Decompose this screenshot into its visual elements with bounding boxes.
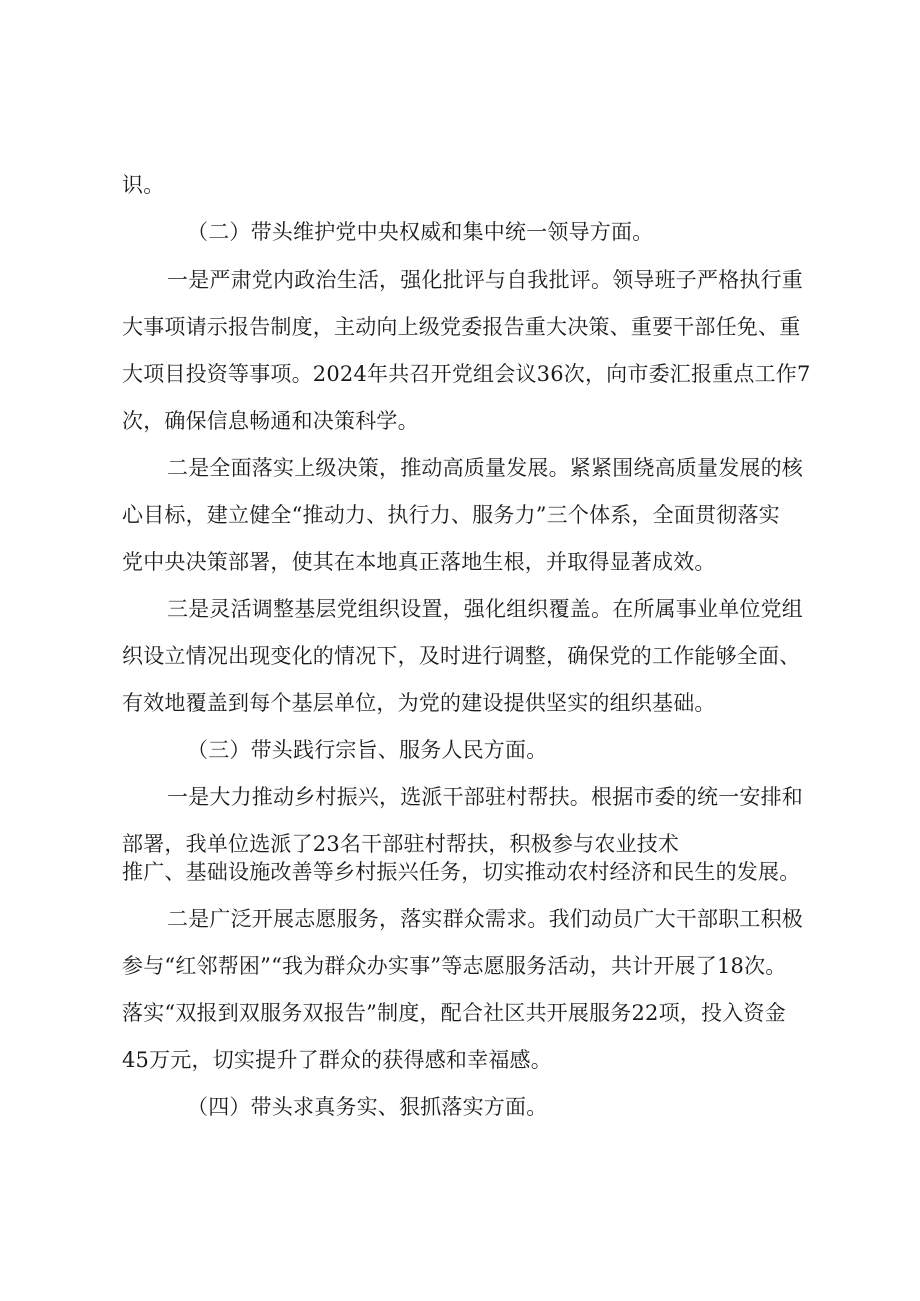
- text-line: 一是大力推动乡村振兴，选派干部驻村帮扶。根据市委的统一安排和: [167, 785, 803, 809]
- section-heading: （二）带头维护党中央权威和集中统一领导方面。: [187, 220, 654, 244]
- text-line: 心目标，建立健全“推动力、执行力、服务力”三个体系，全面贯彻落实: [122, 503, 780, 527]
- text-line: 一是严肃党内政治生活，强化批评与自我批评。领导班子严格执行重: [167, 268, 803, 292]
- text-line: 大项目投资等事项。2024年共召开党组会议36次，向市委汇报重点工作7: [122, 362, 811, 386]
- text-line: 二是全面落实上级决策，推动高质量发展。紧紧围绕高质量发展的核: [167, 456, 803, 480]
- text-line: 识。: [122, 173, 165, 197]
- text-line: 有效地覆盖到每个基层单位，为党的建设提供坚实的组织基础。: [122, 691, 716, 715]
- text-line: 部署，我单位选派了23名干部驻村帮扶，积极参与农业技术: [122, 832, 680, 856]
- section-heading: （三）带头践行宗旨、服务人民方面。: [187, 738, 548, 762]
- text-line: 党中央决策部署，使其在本地真正落地生根，并取得显著成效。: [122, 550, 716, 574]
- text-line: 织设立情况出现变化的情况下，及时进行调整，确保党的工作能够全面、: [122, 644, 801, 668]
- text-line: 二是广泛开展志愿服务，落实群众需求。我们动员广大干部职工积极: [167, 907, 803, 931]
- text-line: 参与“红邻帮困”“我为群众办实事”等志愿服务活动，共计开展了18次。: [122, 954, 787, 978]
- text-line: 45万元，切实提升了群众的获得感和幸福感。: [122, 1048, 552, 1072]
- text-line: 落实“双报到双服务双报告”制度，配合社区共开展服务22项，投入资金: [122, 1001, 786, 1025]
- text-line: 三是灵活调整基层党组织设置，强化组织覆盖。在所属事业单位党组: [167, 597, 803, 621]
- text-line: 推广、基础设施改善等乡村振兴任务，切实推动农村经济和民生的发展。: [122, 860, 801, 884]
- text-line: 大事项请示报告制度，主动向上级党委报告重大决策、重要干部任免、重: [122, 315, 801, 339]
- section-heading: （四）带头求真务实、狠抓落实方面。: [187, 1095, 548, 1119]
- text-line: 次，确保信息畅通和决策科学。: [122, 409, 419, 433]
